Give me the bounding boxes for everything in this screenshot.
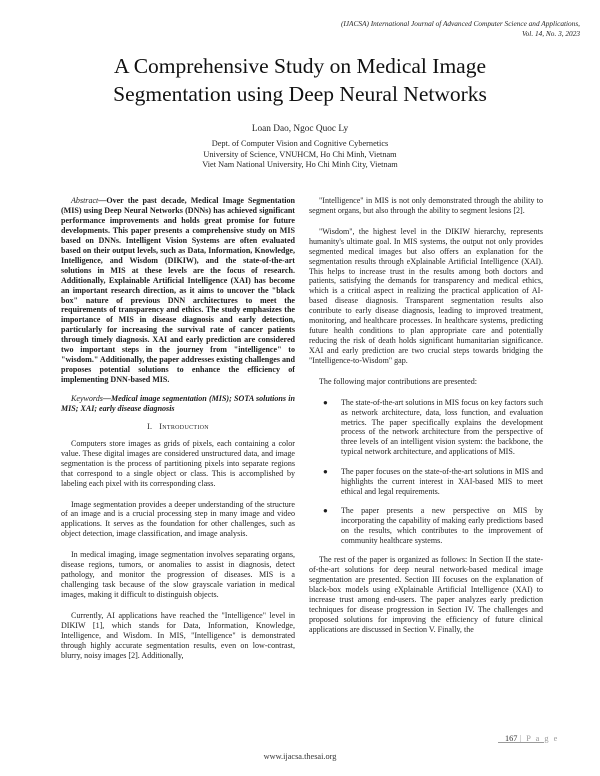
list-item (309, 467, 543, 497)
keywords-label: Keywords (71, 394, 103, 404)
left-column (61, 196, 295, 671)
keywords (61, 394, 295, 414)
body-paragraph: The rest of the paper is organized as follows: In Section II the state-of-the-art solutions for deep neural network-based medical image segmentation are presented. Section III focuses on the explanation of black-box models using eXplainable Artificial Intelligence (XAI) to increase trust among end-users. The paper analyzes early prediction techniques for disease progression in Section IV. The challenges and proposed solutions for improving the efficiency of future clinical applications are discussed in Section V. Finally, the (309, 555, 543, 635)
right-column (309, 196, 543, 646)
list-item-text: The paper focuses on the state-of-the-art solutions in MIS and highlights the current interest in XAI-based MIS to meet ethical and legal requirements. (341, 466, 543, 496)
list-item-text: The paper presents a new perspective on MIS by incorporating the capability of making early predictions based on the results, which contributes to the improvement of community healthcare systems. (341, 506, 543, 546)
body-paragraph: The following major contributions are presented: (319, 376, 477, 386)
bullet-icon: ● (323, 466, 328, 476)
paper-title-line2: Segmentation using Deep Neural Networks (113, 82, 487, 106)
page-label: | P a g e (519, 734, 559, 743)
abstract-text: —Over the past decade, Medical Image Segmentation (MIS) using Deep Neural Networks (DNNs) has achieved significant performance improvements and holds great promise for future developments. This paper presents a comprehensive study on MIS based on DNNs. Intelligent Vision Systems are often evaluated based on their output levels, such as Data, Information, Knowledge, Intelligence, and Wisdom (DIKIW), and the state-of-the-art solutions in MIS at these levels are the focus of research. Additionally, Explainable Artificial Intelligence (XAI) has become an important research direction, as it aims to uncover the "black box" nature of previous DNN architectures to meet the requirements of transparency and ethics. The study emphasizes the importance of MIS in disease diagnosis and early detection, particularly for increasing the survival rate of cancer patients through timely diagnosis. XAI and early prediction are considered two important steps in the journey from "intelligence" to "wisdom." Additionally, the paper addresses existing challenges and proposes potential solutions to enhance the efficiency of implementing DNN-based MIS. (61, 196, 295, 385)
page-number (505, 734, 559, 743)
list-item-text: The state-of-the-art solutions in MIS focus on key factors such as network architecture, data, loss function, and evaluation metrics. The paper specifically explains the development process of the network architecture from the perspective of three levels of an intelligent vision system: the backbone, the typical network architecture, and applications of MIS. (341, 397, 543, 457)
body-paragraph: Currently, AI applications have reached the "Intelligence" level in DIKIW [1], which stands for Data, Information, Knowledge, Intelligence, and Wisdom. In MIS, "Intelligence" is demonstrated through highly accurate segmentation results, even on low-contrast, blurry, noisy images [2]. Additionally, (61, 610, 295, 660)
body-paragraph: "Wisdom", the highest level in the DIKIW hierarchy, represents humanity's ultimate goal. In MIS systems, the output not only provides segmented medical images but also offers an explanation for the segmentation results through eXplainable Artificial Intelligence (XAI). This helps to increase trust in the results among both doctors and patients, satisfying the demands for transparency and medical ethics, which is a critical aspect in realizing the practical application of AI-based disease diagnosis. Transparent segmentation results also contribute to early disease diagnosis, leading to improved treatment, monitoring, and healthcare processes. In healthcare systems, predicting future health conditions to plan appropriate care and potentially reducing the risk of death holds significant humanitarian significance. XAI and early prediction are two crucial steps towards bridging the "Intelligence-to-Wisdom" gap. (309, 226, 543, 366)
keywords-text: —Medical image segmentation (MIS); SOTA solutions in MIS; XAI; early disease diagnosis (61, 394, 295, 414)
authors: Loan Dao, Ngoc Quoc Ly (251, 124, 349, 134)
section-heading-introduction (61, 422, 295, 432)
abstract (61, 196, 295, 385)
body-paragraph: "Intelligence" in MIS is not only demonstrated through the ability to segment organs, but also through the ability to segment lesions [2]. (309, 196, 543, 215)
list-item (309, 398, 543, 458)
affiliation-line: Viet Nam National University, Ho Chi Minh City, Vietnam (202, 160, 398, 170)
body-paragraph: In medical imaging, image segmentation involves separating organs, disease regions, tumors, or anomalies to assist in diagnosis, detect pathology, and monitor the progression of diseases. MIS is a challenging task because of the slow grayscale variation in medical images, making it difficult to distinguish objects. (61, 550, 295, 599)
journal-header (240, 19, 580, 38)
section-title: Introduction (159, 422, 209, 432)
body-paragraph: Computers store images as grids of pixels, each containing a color value. These digital images are considered unstructured data, and image segmentation is the process of partitioning pixels into separate regions that correspond to a single object or class. This is accomplished by labeling each pixel with its corresponding class. (61, 438, 295, 488)
journal-url[interactable]: www.ijacsa.thesai.org (263, 752, 337, 761)
list-item (309, 506, 543, 546)
bullet-icon: ● (323, 506, 328, 516)
section-numeral: I. (147, 422, 153, 432)
affiliation-line: University of Science, VNUHCM, Ho Chi Minh, Vietnam (203, 149, 397, 159)
journal-header-line1: (IJACSA) International Journal of Advanced Computer Science and Applications, (340, 19, 580, 28)
body-paragraph: Image segmentation provides a deeper understanding of the structure of an image and is a crucial processing step in many image and video applications. It serves as the foundation for other challenges, such as object detection, image classification, and image analysis. (61, 499, 295, 539)
bullet-icon: ● (323, 397, 328, 407)
affiliation (100, 139, 500, 171)
paper-title-line1: A Comprehensive Study on Medical Image (114, 54, 486, 78)
journal-header-line2: Vol. 14, No. 3, 2023 (522, 28, 580, 38)
abstract-label: Abstract (71, 196, 99, 205)
paper-title (60, 52, 540, 108)
affiliation-line: Dept. of Computer Vision and Cognitive Cybernetics (211, 139, 389, 148)
page-number-value: 167 (505, 734, 518, 743)
contributions-list (309, 398, 543, 546)
